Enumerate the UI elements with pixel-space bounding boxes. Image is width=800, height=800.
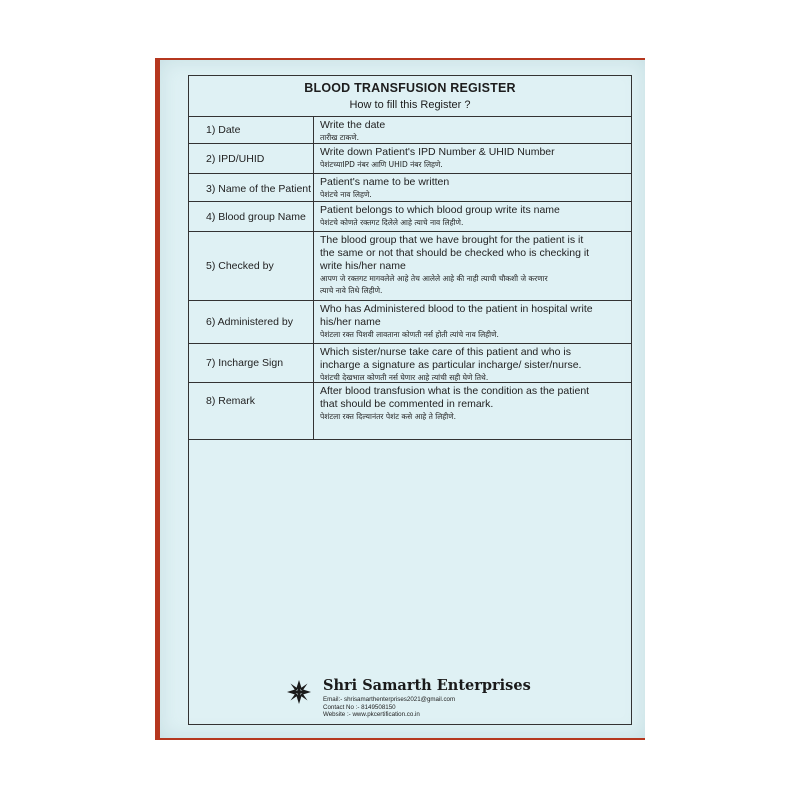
page-subtitle: How to fill this Register ? (349, 99, 471, 111)
description-english: incharge a signature as particular incharge/ sister/nurse. (320, 359, 582, 371)
row-description (314, 344, 632, 382)
row-description (314, 232, 632, 300)
company-name: Shri Samarth Enterprises (323, 677, 531, 694)
description-english: Write down Patient's IPD Number & UHID Number (320, 146, 555, 158)
table-row-administered-by (188, 300, 632, 343)
company-email: Email:- shrisamarthenterprises2021@gmail.com (323, 696, 456, 703)
row-label: 2) IPD/UHID (188, 144, 314, 173)
description-english: write his/her name (320, 260, 406, 272)
table-row-checked-by (188, 231, 632, 300)
description-marathi: तारीख टाकणे. (320, 133, 360, 142)
row-label: 4) Blood group Name (188, 202, 314, 231)
description-english: that should be commented in remark. (320, 398, 494, 410)
row-description (314, 144, 632, 173)
description-marathi: पेशंटला रक्त दिल्यानंतर पेशंट कसे आहे ते लिहीणे. (320, 412, 457, 421)
description-marathi: पेशंटची देखभाल कोणती नर्स घेणार आहे त्यांची सही घेणे तिथे. (320, 373, 489, 382)
row-description (314, 174, 632, 201)
row-description (314, 202, 632, 231)
table-row-ipd-uhid (188, 143, 632, 173)
table-row-remark (188, 382, 632, 440)
table-row-incharge-sign (188, 343, 632, 382)
description-english: The blood group that we have brought for the patient is it (320, 234, 584, 246)
description-english: Patient belongs to which blood group write its name (320, 204, 560, 216)
row-description (314, 117, 632, 143)
description-english: his/her name (320, 316, 381, 328)
company-website: Website :- www.pkcertification.co.in (323, 711, 420, 719)
row-label: 1) Date (188, 117, 314, 143)
description-marathi: पेशंटला रक्त पिशवी लावताना कोणती नर्स होती त्यांचे नाव लिहीणे. (320, 330, 499, 339)
instructions-table (188, 116, 632, 440)
row-label: 3) Name of the Patient (188, 174, 314, 201)
description-english: Patient's name to be written (320, 176, 450, 188)
lotus-logo-icon (283, 676, 315, 708)
row-label: 7) Incharge Sign (188, 344, 314, 382)
company-footer (283, 675, 543, 723)
description-english: After blood transfusion what is the condition as the patient (320, 385, 590, 397)
page-title: BLOOD TRANSFUSION REGISTER (304, 81, 516, 95)
table-row-patient-name (188, 173, 632, 201)
table-row-date (188, 116, 632, 143)
row-description (314, 301, 632, 343)
row-label: 5) Checked by (188, 232, 314, 300)
company-contact-block (323, 696, 455, 719)
company-phone: Contact No :- 8149508150 (323, 703, 396, 711)
description-english: the same or not that should be checked who is checking it (320, 247, 590, 259)
description-english: Write the date (320, 119, 386, 131)
row-description (314, 383, 632, 439)
description-marathi: पेशंटचे नाव लिहणे. (320, 190, 372, 199)
row-label: 8) Remark (188, 383, 314, 439)
description-english: Who has Administered blood to the patient in hospital write (320, 303, 593, 315)
description-marathi: पेशंटच्याIPD नंबर आणि UHID नंबर लिहणे. (320, 160, 443, 169)
description-marathi: पेशंटचे कोणते रक्तगट दिलेले आहे त्याचे नाव लिहीणे. (320, 218, 464, 227)
description-marathi: आपण जे रक्तगट मागवलेले आहे तेच आलेले आहे की नाही त्याची चौकशी जे करणार (320, 274, 548, 283)
description-marathi: त्याचे नावे तिथे लिहीणे. (320, 286, 383, 295)
description-english: Which sister/nurse take care of this patient and who is (320, 346, 571, 358)
table-row-blood-group (188, 201, 632, 231)
row-label: 6) Administered by (188, 301, 314, 343)
